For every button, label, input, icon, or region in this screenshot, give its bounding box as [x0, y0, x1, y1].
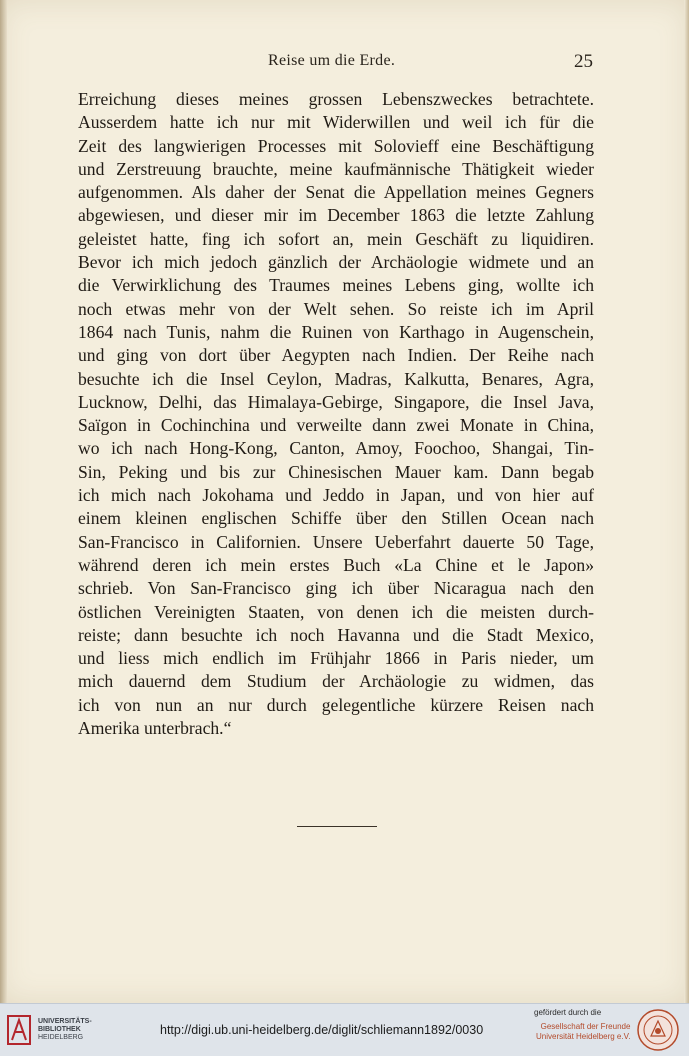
text-line: Sin, Peking und bis zur Chinesischen Mauer kam. Dann begab [78, 461, 594, 482]
text-line: einem kleinen englischen Schiffe über den Stillen Ocean nach [78, 508, 594, 529]
sponsor-name-line: Universität Heidelberg e.V. [536, 1032, 631, 1041]
text-line: besuchte ich die Insel Ceylon, Madras, Kalkutta, Benares, Agra, [78, 368, 594, 389]
sponsor-caption: gefördert durch die [534, 1008, 602, 1017]
text-line: und Zerstreuung brauchte, meine kaufmännische Thätigkeit wieder [78, 158, 594, 179]
library-name-line: BIBLIOTHEK [38, 1026, 81, 1033]
page-edge-right [684, 0, 689, 1003]
text-line: Bevor ich mich jedoch gänzlich der Archäologie widmete und an [78, 252, 594, 273]
text-line: ich von nun an nur durch gelegentliche kürzere Reisen nach [78, 694, 594, 715]
section-divider [297, 826, 377, 827]
text-line: und ging von dort über Aegypten nach Indien. Der Reihe nach [78, 345, 594, 366]
text-line: wo ich nach Hong-Kong, Canton, Amoy, Foochoo, Shangai, Tin- [78, 438, 594, 459]
text-line: und liess mich endlich im Frühjahr 1866 in Paris nieder, um [78, 648, 594, 669]
permalink-url[interactable]: http://digi.ub.uni-heidelberg.de/diglit/schliemann1892/0030 [160, 1023, 484, 1037]
text-line: aufgenommen. Als daher der Senat die Appellation meines Gegners [78, 182, 594, 203]
text-line: abgewiesen, und dieser mir im December 1863 die letzte Zahlung [78, 205, 594, 226]
text-line-last: Amerika unterbrach.“ [78, 718, 232, 739]
text-line: östlichen Vereinigten Staaten, von denen ich die meisten durch- [78, 601, 594, 622]
text-line: Ausserdem hatte ich nur mit Widerwillen und weil ich für die [78, 112, 594, 133]
text-line: reiste; dann besuchte ich noch Havanna und die Stadt Mexico, [78, 624, 594, 645]
body-text [78, 88, 594, 740]
library-name [38, 1018, 92, 1042]
page-number: 25 [574, 51, 593, 72]
text-line: Erreichung dieses meines grossen Lebenszweckes betrachtete. [78, 89, 594, 109]
library-logo-icon [6, 1012, 34, 1048]
running-title: Reise um die Erde. [268, 52, 396, 69]
text-line: noch etwas mehr von der Welt sehen. So reiste ich im April [78, 298, 594, 319]
text-line: San-Francisco in Californien. Unsere Ueberfahrt dauerte 50 Tage, [78, 531, 594, 552]
page-edge-left [0, 0, 7, 1003]
text-line: die Verwirklichung des Traumes meines Lebens ging, wollte ich [78, 275, 594, 296]
sponsor-name [536, 1022, 630, 1042]
text-line: Lucknow, Delhi, das Himalaya-Gebirge, Singapore, die Insel Java, [78, 391, 594, 412]
library-name-line: UNIVERSITÄTS- [38, 1018, 92, 1025]
text-line: mich dauernd dem Studium der Archäologie zu widmen, das [78, 671, 594, 692]
text-line: geleistet hatte, fing ich sofort an, mein Geschäft zu liquidiren. [78, 228, 594, 249]
text-line: Zeit des langwierigen Processes mit Solovieff eine Beschäftigung [78, 135, 594, 156]
text-line: schrieb. Von San-Francisco ging ich über Nicaragua nach den [78, 578, 594, 599]
sponsor-name-line: Gesellschaft der Freunde [540, 1022, 631, 1031]
sponsor-seal-icon [636, 1008, 680, 1052]
viewer-footer [0, 1003, 689, 1056]
library-name-line: HEIDELBERG [38, 1034, 84, 1041]
text-line: ich mich nach Jokohama und Jeddo in Japan, und von hier auf [78, 485, 594, 506]
text-line: 1864 nach Tunis, nahm die Ruinen von Karthago in Augenschein, [78, 321, 594, 342]
text-line: Saïgon in Cochinchina und verweilte dann zwei Monate in China, [78, 415, 594, 436]
text-line: während deren ich mein erstes Buch «La Chine et le Japon» [78, 554, 594, 575]
